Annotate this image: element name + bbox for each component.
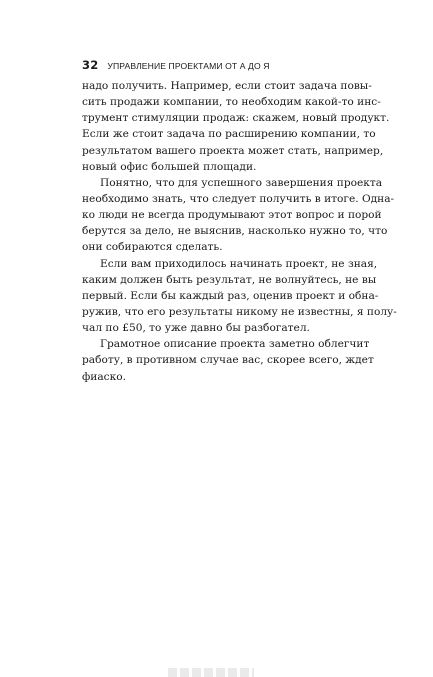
- text-line: результатом вашего проекта может стать, например,: [82, 144, 384, 157]
- text-line: ко люди не всегда продумывают этот вопрос и порой: [82, 209, 382, 222]
- text-line: они собираются сделать.: [82, 241, 223, 254]
- text-line: трумент стимуляции продаж: скажем, новый продукт.: [82, 112, 390, 125]
- text-line: работу, в противном случае вас, скорее всего, ждет: [82, 354, 374, 367]
- text-line: первый. Если бы каждый раз, оценив проект и обна-: [82, 289, 379, 302]
- text-line: Понятно, что для успешного завершения проекта: [100, 176, 383, 189]
- text-line: каким должен быть результат, не волнуйтесь, не вы: [82, 273, 377, 286]
- text-line: Если вам приходилось начинать проект, не зная,: [100, 257, 378, 270]
- text-line: Грамотное описание проекта заметно облегчит: [100, 338, 370, 351]
- text-line: необходимо знать, что следует получить в итоге. Одна-: [82, 192, 395, 205]
- page-edge-artifact: [168, 668, 254, 677]
- text-line: новый офис большей площади.: [82, 160, 257, 173]
- paragraph-3: [82, 256, 397, 337]
- text-line: Если же стоит задача по расширению компании, то: [82, 128, 376, 141]
- paragraph-1: [82, 78, 390, 175]
- text-line: сить продажи компании, то необходим какой-то инс-: [82, 96, 381, 109]
- text-line: ружив, что его результаты никому не известны, я полу-: [82, 305, 397, 318]
- text-line: чал по £50, то уже давно бы разбогател.: [82, 322, 310, 335]
- body-text: [82, 78, 397, 385]
- paragraph-2: [82, 175, 395, 256]
- page-header: [82, 58, 362, 72]
- text-line: фиаско.: [82, 370, 126, 383]
- page-number: 32: [82, 58, 99, 72]
- text-line: надо получить. Например, если стоит задача повы-: [82, 80, 372, 92]
- text-line: берутся за дело, не выяснив, насколько нужно то, что: [82, 225, 388, 238]
- paragraph-4: [82, 336, 374, 384]
- running-title: УПРАВЛЕНИЕ ПРОЕКТАМИ ОТ А ДО Я: [107, 61, 270, 71]
